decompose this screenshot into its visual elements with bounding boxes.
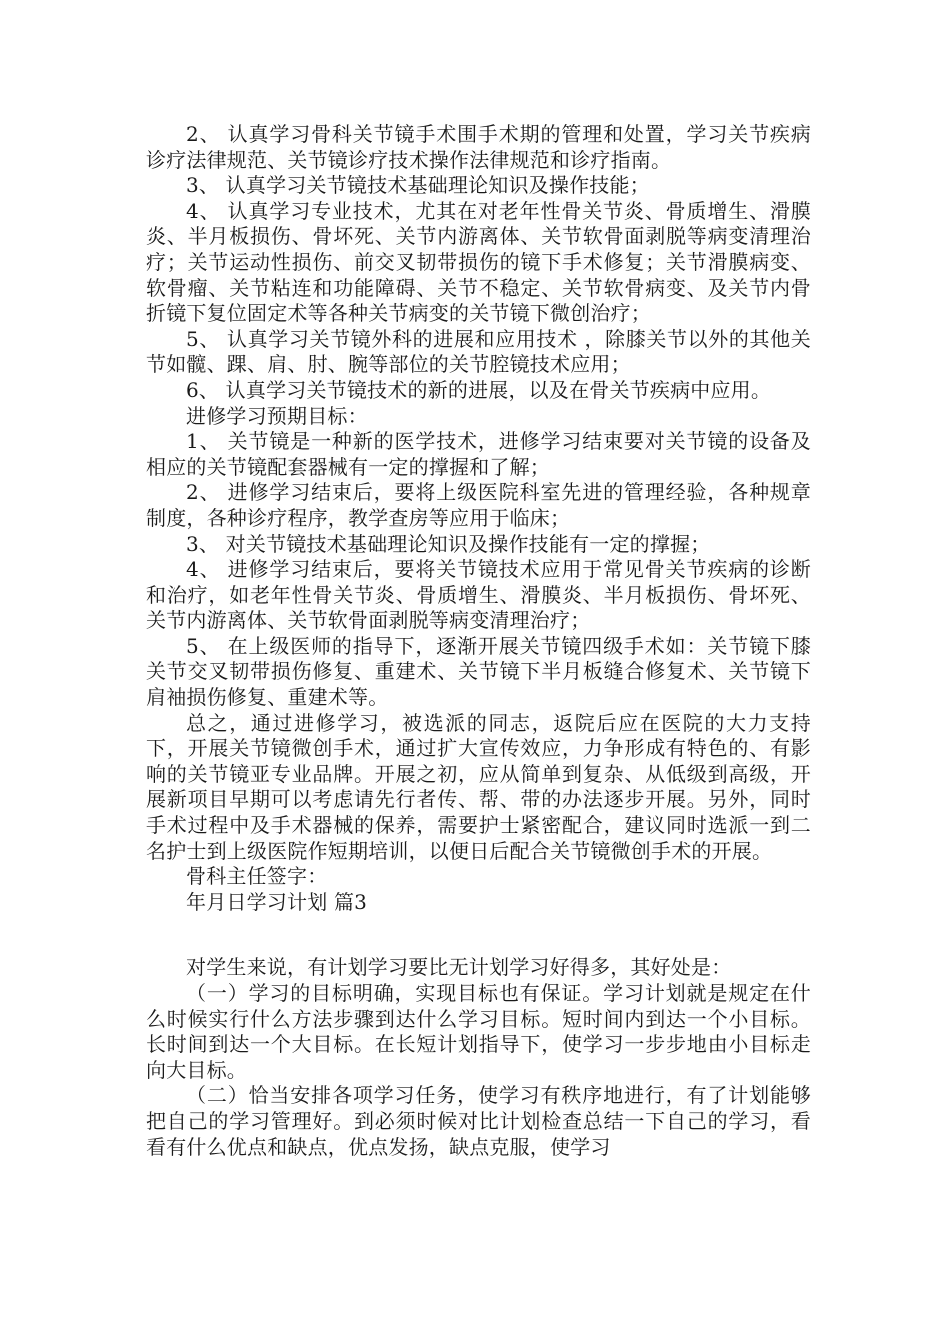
paragraph-study-item-4: 4、 认真学习专业技术，尤其在对老年性骨关节炎、骨质增生、滑膜炎、半月板损伤、骨坏死、关节内游离体、关节软骨面剥脱等病变清理治疗；关节运动性损伤、前交叉韧带损伤的镜下手术修复；关节滑膜病变、软骨瘤、关节粘连和功能障碍、关节不稳定、关节软骨病变、及关节内骨折镜下复位固定术等各种关节病变的关节镜下微创治疗； <box>146 198 811 326</box>
paragraph-summary: 总之，通过进修学习，被选派的同志，返院后应在医院的大力支持下，开展关节镜微创手术，通过扩大宣传效应，力争形成有特色的、有影响的关节镜亚专业品牌。开展之初，应从简单到复杂、从低级到高级，开展新项目早期可以考虑请先行者传、帮、带的办法逐步开展。另外，同时手术过程中及手术器械的保养，需要护士紧密配合，建议同时选派一到二名护士到上级医院作短期培训，以便日后配合关节镜微创手术的开展。 <box>146 710 811 863</box>
paragraph-study-item-5: 5、 认真学习关节镜外科的进展和应用技术 ，除膝关节以外的其他关节如髋、踝、肩、肘、腕等部位的关节腔镜技术应用； <box>146 326 811 377</box>
paragraph-intro-benefits: 对学生来说，有计划学习要比无计划学习好得多，其好处是： <box>186 955 732 980</box>
paragraph-goal-2: 2、 进修学习结束后，要将上级医院科室先进的管理经验，各种规章制度，各种诊疗程序，教学查房等应用于临床； <box>146 480 811 530</box>
paragraph-goal-4: 4、 进修学习结束后，要将关节镜技术应用于常见骨关节疾病的诊断和治疗，如老年性骨关节炎、骨质增生、滑膜炎、半月板损伤、骨坏死、关节内游离体、关节软骨面剥脱等病变清理治疗； <box>146 557 811 633</box>
paragraph-goal-1: 1、 关节镜是一种新的医学技术，进修学习结束要对关节镜的设备及相应的关节镜配套器械有一定的撑握和了解； <box>146 429 811 479</box>
date-and-section-title: 年月日学习计划 篇3 <box>186 889 368 914</box>
heading-expected-goals: 进修学习预期目标： <box>186 403 368 428</box>
paragraph-goal-3: 3、 对关节镜技术基础理论知识及操作技能有一定的撑握； <box>186 531 711 556</box>
paragraph-benefit-2: （二）恰当安排各项学习任务，使学习有秩序地进行，有了计划能够把自己的学习管理好。到必须时候对比计划检查总结一下自己的学习，看看有什么优点和缺点，优点发扬，缺点克服，使学习 <box>146 1083 811 1159</box>
paragraph-benefit-1: （一）学习的目标明确，实现目标也有保证。学习计划就是规定在什么时候实行什么方法步骤到达什么学习目标。短时间内到达一个小目标。长时间到达一个大目标。在长短计划指导下，使学习一步步地由小目标走向大目标。 <box>146 981 811 1082</box>
paragraph-study-item-3: 3、 认真学习关节镜技术基础理论知识及操作技能； <box>186 173 650 198</box>
paragraph-study-item-2: 2、 认真学习骨科关节镜手术围手术期的管理和处置，学习关节疾病诊疗法律规范、关节镜诊疗技术操作法律规范和诊疗指南。 <box>146 122 811 172</box>
paragraph-goal-5: 5、 在上级医师的指导下，逐渐开展关节镜四级手术如：关节镜下膝关节交叉韧带损伤修复、重建术、关节镜下半月板缝合修复术、关节镜下肩袖损伤修复、重建术等。 <box>146 633 811 710</box>
document-body <box>146 122 811 1160</box>
paragraph-study-item-6: 6、 认真学习关节镜技术的新的进展，以及在骨关节疾病中应用。 <box>186 377 772 402</box>
section-gap <box>146 915 811 955</box>
signature-line: 骨科主任签字： <box>186 864 328 889</box>
